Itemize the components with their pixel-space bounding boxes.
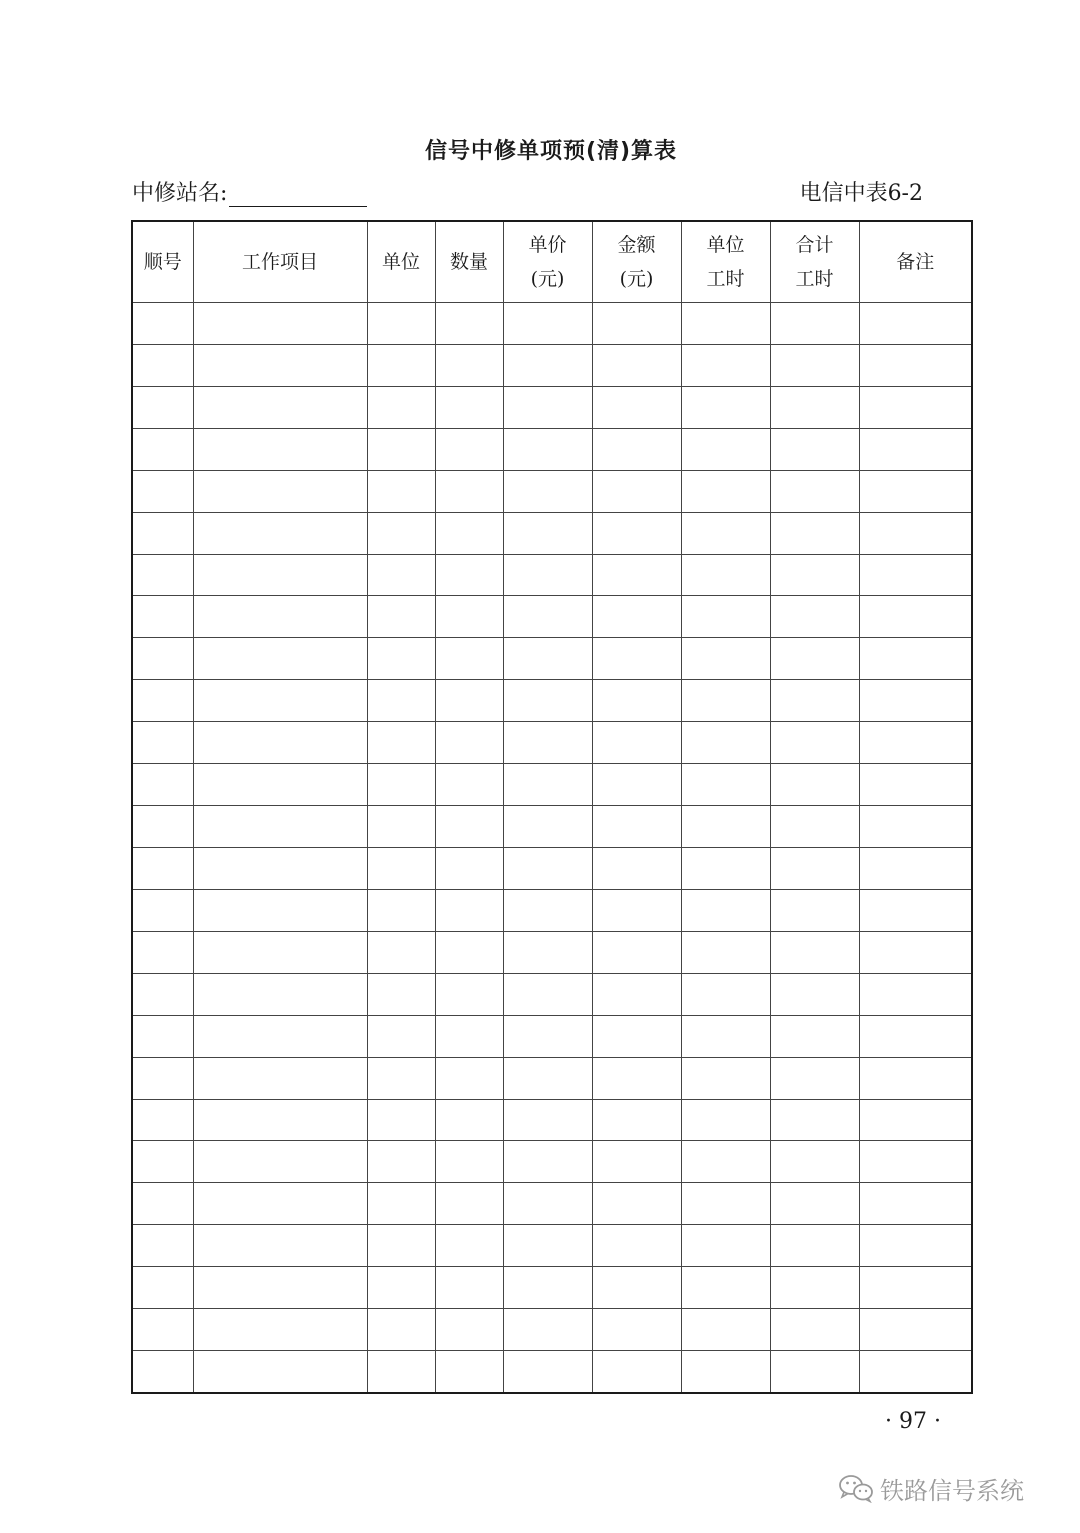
table-cell	[435, 470, 503, 512]
table-cell	[859, 344, 972, 386]
table-body	[132, 303, 972, 1394]
table-cell	[592, 847, 681, 889]
table-cell	[859, 512, 972, 554]
table-cell	[681, 1309, 770, 1351]
table-cell	[193, 638, 367, 680]
table-cell	[435, 1309, 503, 1351]
table-cell	[681, 303, 770, 345]
table-cell	[435, 931, 503, 973]
table-cell	[367, 1351, 435, 1393]
table-cell	[503, 1309, 592, 1351]
table-cell	[367, 1183, 435, 1225]
table-cell	[193, 303, 367, 345]
table-cell	[503, 1099, 592, 1141]
table-cell	[592, 680, 681, 722]
table-cell	[592, 806, 681, 848]
table-cell	[193, 386, 367, 428]
table-cell	[435, 680, 503, 722]
table-cell	[132, 596, 193, 638]
table-cell	[859, 1141, 972, 1183]
table-cell	[592, 1015, 681, 1057]
table-row	[132, 1267, 972, 1309]
header-total-hours: 合计 工时	[770, 221, 859, 303]
table-row	[132, 470, 972, 512]
station-name-field	[132, 176, 367, 207]
table-cell	[503, 722, 592, 764]
table-cell	[681, 973, 770, 1015]
table-cell	[770, 1057, 859, 1099]
table-cell	[193, 1183, 367, 1225]
table-row	[132, 1057, 972, 1099]
table-cell	[503, 428, 592, 470]
table-cell	[681, 1267, 770, 1309]
table-row	[132, 806, 972, 848]
table-cell	[770, 638, 859, 680]
header-work-item: 工作项目	[193, 221, 367, 303]
table-cell	[367, 554, 435, 596]
table-cell	[770, 1183, 859, 1225]
table-cell	[681, 512, 770, 554]
table-cell	[193, 344, 367, 386]
table-cell	[132, 1351, 193, 1393]
table-cell	[435, 764, 503, 806]
table-cell	[132, 1015, 193, 1057]
table-cell	[859, 1099, 972, 1141]
table-cell	[770, 596, 859, 638]
table-cell	[681, 386, 770, 428]
table-cell	[681, 889, 770, 931]
table-cell	[859, 303, 972, 345]
table-cell	[503, 806, 592, 848]
table-cell	[367, 1141, 435, 1183]
table-cell	[367, 806, 435, 848]
table-cell	[193, 596, 367, 638]
table-cell	[592, 973, 681, 1015]
table-cell	[592, 1351, 681, 1393]
table-cell	[681, 554, 770, 596]
table-row	[132, 680, 972, 722]
table-cell	[770, 303, 859, 345]
table-cell	[503, 1183, 592, 1225]
table-cell	[132, 554, 193, 596]
table-cell	[132, 344, 193, 386]
table-cell	[367, 889, 435, 931]
table-row	[132, 596, 972, 638]
table-cell	[681, 806, 770, 848]
table-cell	[193, 1225, 367, 1267]
table-cell	[435, 386, 503, 428]
header-row	[132, 221, 972, 303]
table-cell	[435, 1099, 503, 1141]
table-cell	[132, 1267, 193, 1309]
table-cell	[367, 1015, 435, 1057]
table-cell	[770, 889, 859, 931]
table-cell	[503, 638, 592, 680]
table-cell	[193, 470, 367, 512]
watermark-text: 铁路信号系统	[880, 1476, 1024, 1505]
table-cell	[859, 470, 972, 512]
table-cell	[592, 764, 681, 806]
table-cell	[132, 847, 193, 889]
table-cell	[132, 764, 193, 806]
table-cell	[193, 512, 367, 554]
table-cell	[592, 1267, 681, 1309]
table-cell	[435, 1141, 503, 1183]
table-cell	[367, 428, 435, 470]
header-unit: 单位	[367, 221, 435, 303]
table-cell	[859, 386, 972, 428]
table-row	[132, 764, 972, 806]
table-cell	[681, 931, 770, 973]
table-cell	[193, 847, 367, 889]
table-cell	[859, 973, 972, 1015]
table-cell	[367, 1309, 435, 1351]
table-cell	[435, 1351, 503, 1393]
table-cell	[681, 344, 770, 386]
table-cell	[592, 722, 681, 764]
table-cell	[592, 1141, 681, 1183]
table-cell	[367, 764, 435, 806]
table-row	[132, 554, 972, 596]
table-cell	[503, 303, 592, 345]
table-cell	[193, 973, 367, 1015]
header-amount: 金额 (元)	[592, 221, 681, 303]
table-cell	[503, 1267, 592, 1309]
table-cell	[503, 512, 592, 554]
table-cell	[681, 1099, 770, 1141]
table-cell	[770, 680, 859, 722]
table-cell	[770, 722, 859, 764]
table-cell	[503, 386, 592, 428]
table-cell	[770, 1351, 859, 1393]
table-cell	[503, 764, 592, 806]
table-cell	[592, 386, 681, 428]
table-cell	[859, 1183, 972, 1225]
table-cell	[770, 1309, 859, 1351]
table-cell	[592, 889, 681, 931]
table-cell	[770, 554, 859, 596]
table-cell	[770, 931, 859, 973]
table-cell	[681, 1351, 770, 1393]
table-cell	[681, 1141, 770, 1183]
table-cell	[193, 1057, 367, 1099]
table-cell	[367, 303, 435, 345]
table-cell	[367, 386, 435, 428]
table-cell	[193, 554, 367, 596]
table-cell	[681, 1225, 770, 1267]
table-row	[132, 512, 972, 554]
table-cell	[132, 638, 193, 680]
table-cell	[503, 1057, 592, 1099]
table-cell	[859, 1225, 972, 1267]
table-cell	[132, 680, 193, 722]
table-cell	[592, 303, 681, 345]
table-cell	[859, 722, 972, 764]
table-row	[132, 428, 972, 470]
header-seq: 顺号	[132, 221, 193, 303]
table-cell	[132, 303, 193, 345]
table-cell	[770, 1141, 859, 1183]
table-cell	[859, 889, 972, 931]
table-cell	[770, 344, 859, 386]
table-cell	[503, 889, 592, 931]
table-cell	[132, 889, 193, 931]
table-cell	[859, 764, 972, 806]
table-cell	[859, 680, 972, 722]
table-cell	[132, 806, 193, 848]
table-cell	[193, 1015, 367, 1057]
table-cell	[435, 1057, 503, 1099]
table-cell	[503, 1351, 592, 1393]
table-cell	[592, 470, 681, 512]
table-row	[132, 722, 972, 764]
table-cell	[435, 303, 503, 345]
watermark	[838, 1470, 1024, 1506]
table-row	[132, 303, 972, 345]
table-cell	[367, 1225, 435, 1267]
table-row	[132, 344, 972, 386]
table-cell	[770, 1267, 859, 1309]
table-cell	[503, 596, 592, 638]
table-cell	[435, 1225, 503, 1267]
table-cell	[503, 554, 592, 596]
table-cell	[132, 470, 193, 512]
table-cell	[681, 428, 770, 470]
table-cell	[859, 1267, 972, 1309]
table-cell	[592, 344, 681, 386]
table-cell	[681, 847, 770, 889]
table-row	[132, 1351, 972, 1393]
table-cell	[435, 1267, 503, 1309]
table-cell	[367, 512, 435, 554]
table-cell	[592, 1309, 681, 1351]
table-cell	[770, 1099, 859, 1141]
table-cell	[367, 931, 435, 973]
table-cell	[193, 1309, 367, 1351]
table-row	[132, 931, 972, 973]
table-cell	[367, 470, 435, 512]
station-name-blank	[229, 182, 367, 207]
table-row	[132, 1183, 972, 1225]
table-cell	[592, 1057, 681, 1099]
table-code: 电信中表6-2	[799, 181, 923, 206]
table-cell	[193, 806, 367, 848]
table-cell	[132, 931, 193, 973]
table-cell	[503, 1141, 592, 1183]
table-cell	[435, 889, 503, 931]
wechat-icon	[838, 1473, 874, 1503]
table-cell	[435, 722, 503, 764]
table-cell	[859, 428, 972, 470]
table-cell	[193, 428, 367, 470]
table-row	[132, 889, 972, 931]
document-title: 信号中修单项预(清)算表	[424, 139, 678, 164]
table-cell	[132, 1141, 193, 1183]
table-cell	[435, 847, 503, 889]
table-cell	[367, 973, 435, 1015]
table-cell	[367, 596, 435, 638]
budget-table	[131, 220, 973, 1394]
table-cell	[367, 1267, 435, 1309]
table-cell	[132, 1057, 193, 1099]
table-cell	[435, 554, 503, 596]
table-cell	[503, 847, 592, 889]
table-cell	[193, 931, 367, 973]
table-cell	[681, 1015, 770, 1057]
table-cell	[859, 638, 972, 680]
table-cell	[592, 1225, 681, 1267]
table-cell	[770, 386, 859, 428]
table-cell	[193, 764, 367, 806]
table-cell	[681, 722, 770, 764]
table-cell	[435, 638, 503, 680]
table-cell	[859, 847, 972, 889]
table-cell	[193, 889, 367, 931]
table-cell	[132, 973, 193, 1015]
table-cell	[770, 1225, 859, 1267]
table-cell	[435, 512, 503, 554]
table-cell	[681, 470, 770, 512]
header-unit-hours: 单位 工时	[681, 221, 770, 303]
table-row	[132, 1015, 972, 1057]
table-cell	[367, 1099, 435, 1141]
table-cell	[770, 764, 859, 806]
table-cell	[435, 344, 503, 386]
table-cell	[770, 847, 859, 889]
table-cell	[503, 931, 592, 973]
table-cell	[681, 1057, 770, 1099]
table-cell	[435, 1015, 503, 1057]
table-row	[132, 1309, 972, 1351]
table-cell	[132, 386, 193, 428]
table-cell	[503, 1015, 592, 1057]
table-cell	[367, 722, 435, 764]
table-cell	[435, 1183, 503, 1225]
table-cell	[132, 1183, 193, 1225]
table-cell	[859, 806, 972, 848]
table-cell	[132, 1225, 193, 1267]
table-cell	[592, 554, 681, 596]
table-cell	[770, 428, 859, 470]
table-cell	[193, 1267, 367, 1309]
table-cell	[503, 680, 592, 722]
table-cell	[770, 973, 859, 1015]
table-cell	[193, 680, 367, 722]
table-cell	[503, 470, 592, 512]
table-cell	[132, 1099, 193, 1141]
table-row	[132, 1141, 972, 1183]
table-cell	[503, 344, 592, 386]
table-cell	[770, 512, 859, 554]
table-row	[132, 1099, 972, 1141]
table-cell	[681, 1183, 770, 1225]
table-cell	[435, 596, 503, 638]
table-cell	[132, 512, 193, 554]
table-cell	[859, 1015, 972, 1057]
table-cell	[193, 1099, 367, 1141]
table-row	[132, 973, 972, 1015]
table-cell	[503, 973, 592, 1015]
table-row	[132, 386, 972, 428]
table-cell	[367, 1057, 435, 1099]
header-unit-price: 单价 (元)	[503, 221, 592, 303]
table-cell	[770, 470, 859, 512]
table-cell	[592, 596, 681, 638]
table-cell	[435, 973, 503, 1015]
table-cell	[592, 1099, 681, 1141]
table-cell	[132, 1309, 193, 1351]
table-cell	[859, 1057, 972, 1099]
table-row	[132, 638, 972, 680]
station-name-label: 中修站名:	[132, 181, 228, 206]
table-cell	[859, 931, 972, 973]
table-cell	[592, 931, 681, 973]
header-quantity: 数量	[435, 221, 503, 303]
header-remarks: 备注	[859, 221, 972, 303]
table-cell	[592, 1183, 681, 1225]
table-cell	[770, 806, 859, 848]
table-cell	[592, 512, 681, 554]
table-cell	[367, 344, 435, 386]
table-cell	[681, 680, 770, 722]
table-row	[132, 1225, 972, 1267]
table-cell	[681, 638, 770, 680]
table-row	[132, 847, 972, 889]
table-cell	[435, 428, 503, 470]
table-cell	[132, 428, 193, 470]
table-cell	[859, 554, 972, 596]
table-cell	[681, 596, 770, 638]
table-cell	[367, 638, 435, 680]
table-cell	[367, 847, 435, 889]
page-number: · 97 ·	[885, 1409, 941, 1434]
table-cell	[681, 764, 770, 806]
table-cell	[193, 1141, 367, 1183]
table-cell	[132, 722, 193, 764]
table-cell	[859, 1309, 972, 1351]
table-cell	[193, 1351, 367, 1393]
table-cell	[592, 428, 681, 470]
table-cell	[193, 722, 367, 764]
table-cell	[770, 1015, 859, 1057]
table-cell	[859, 596, 972, 638]
table-cell	[367, 680, 435, 722]
table-cell	[435, 806, 503, 848]
table-cell	[592, 638, 681, 680]
table-cell	[859, 1351, 972, 1393]
table-cell	[503, 1225, 592, 1267]
